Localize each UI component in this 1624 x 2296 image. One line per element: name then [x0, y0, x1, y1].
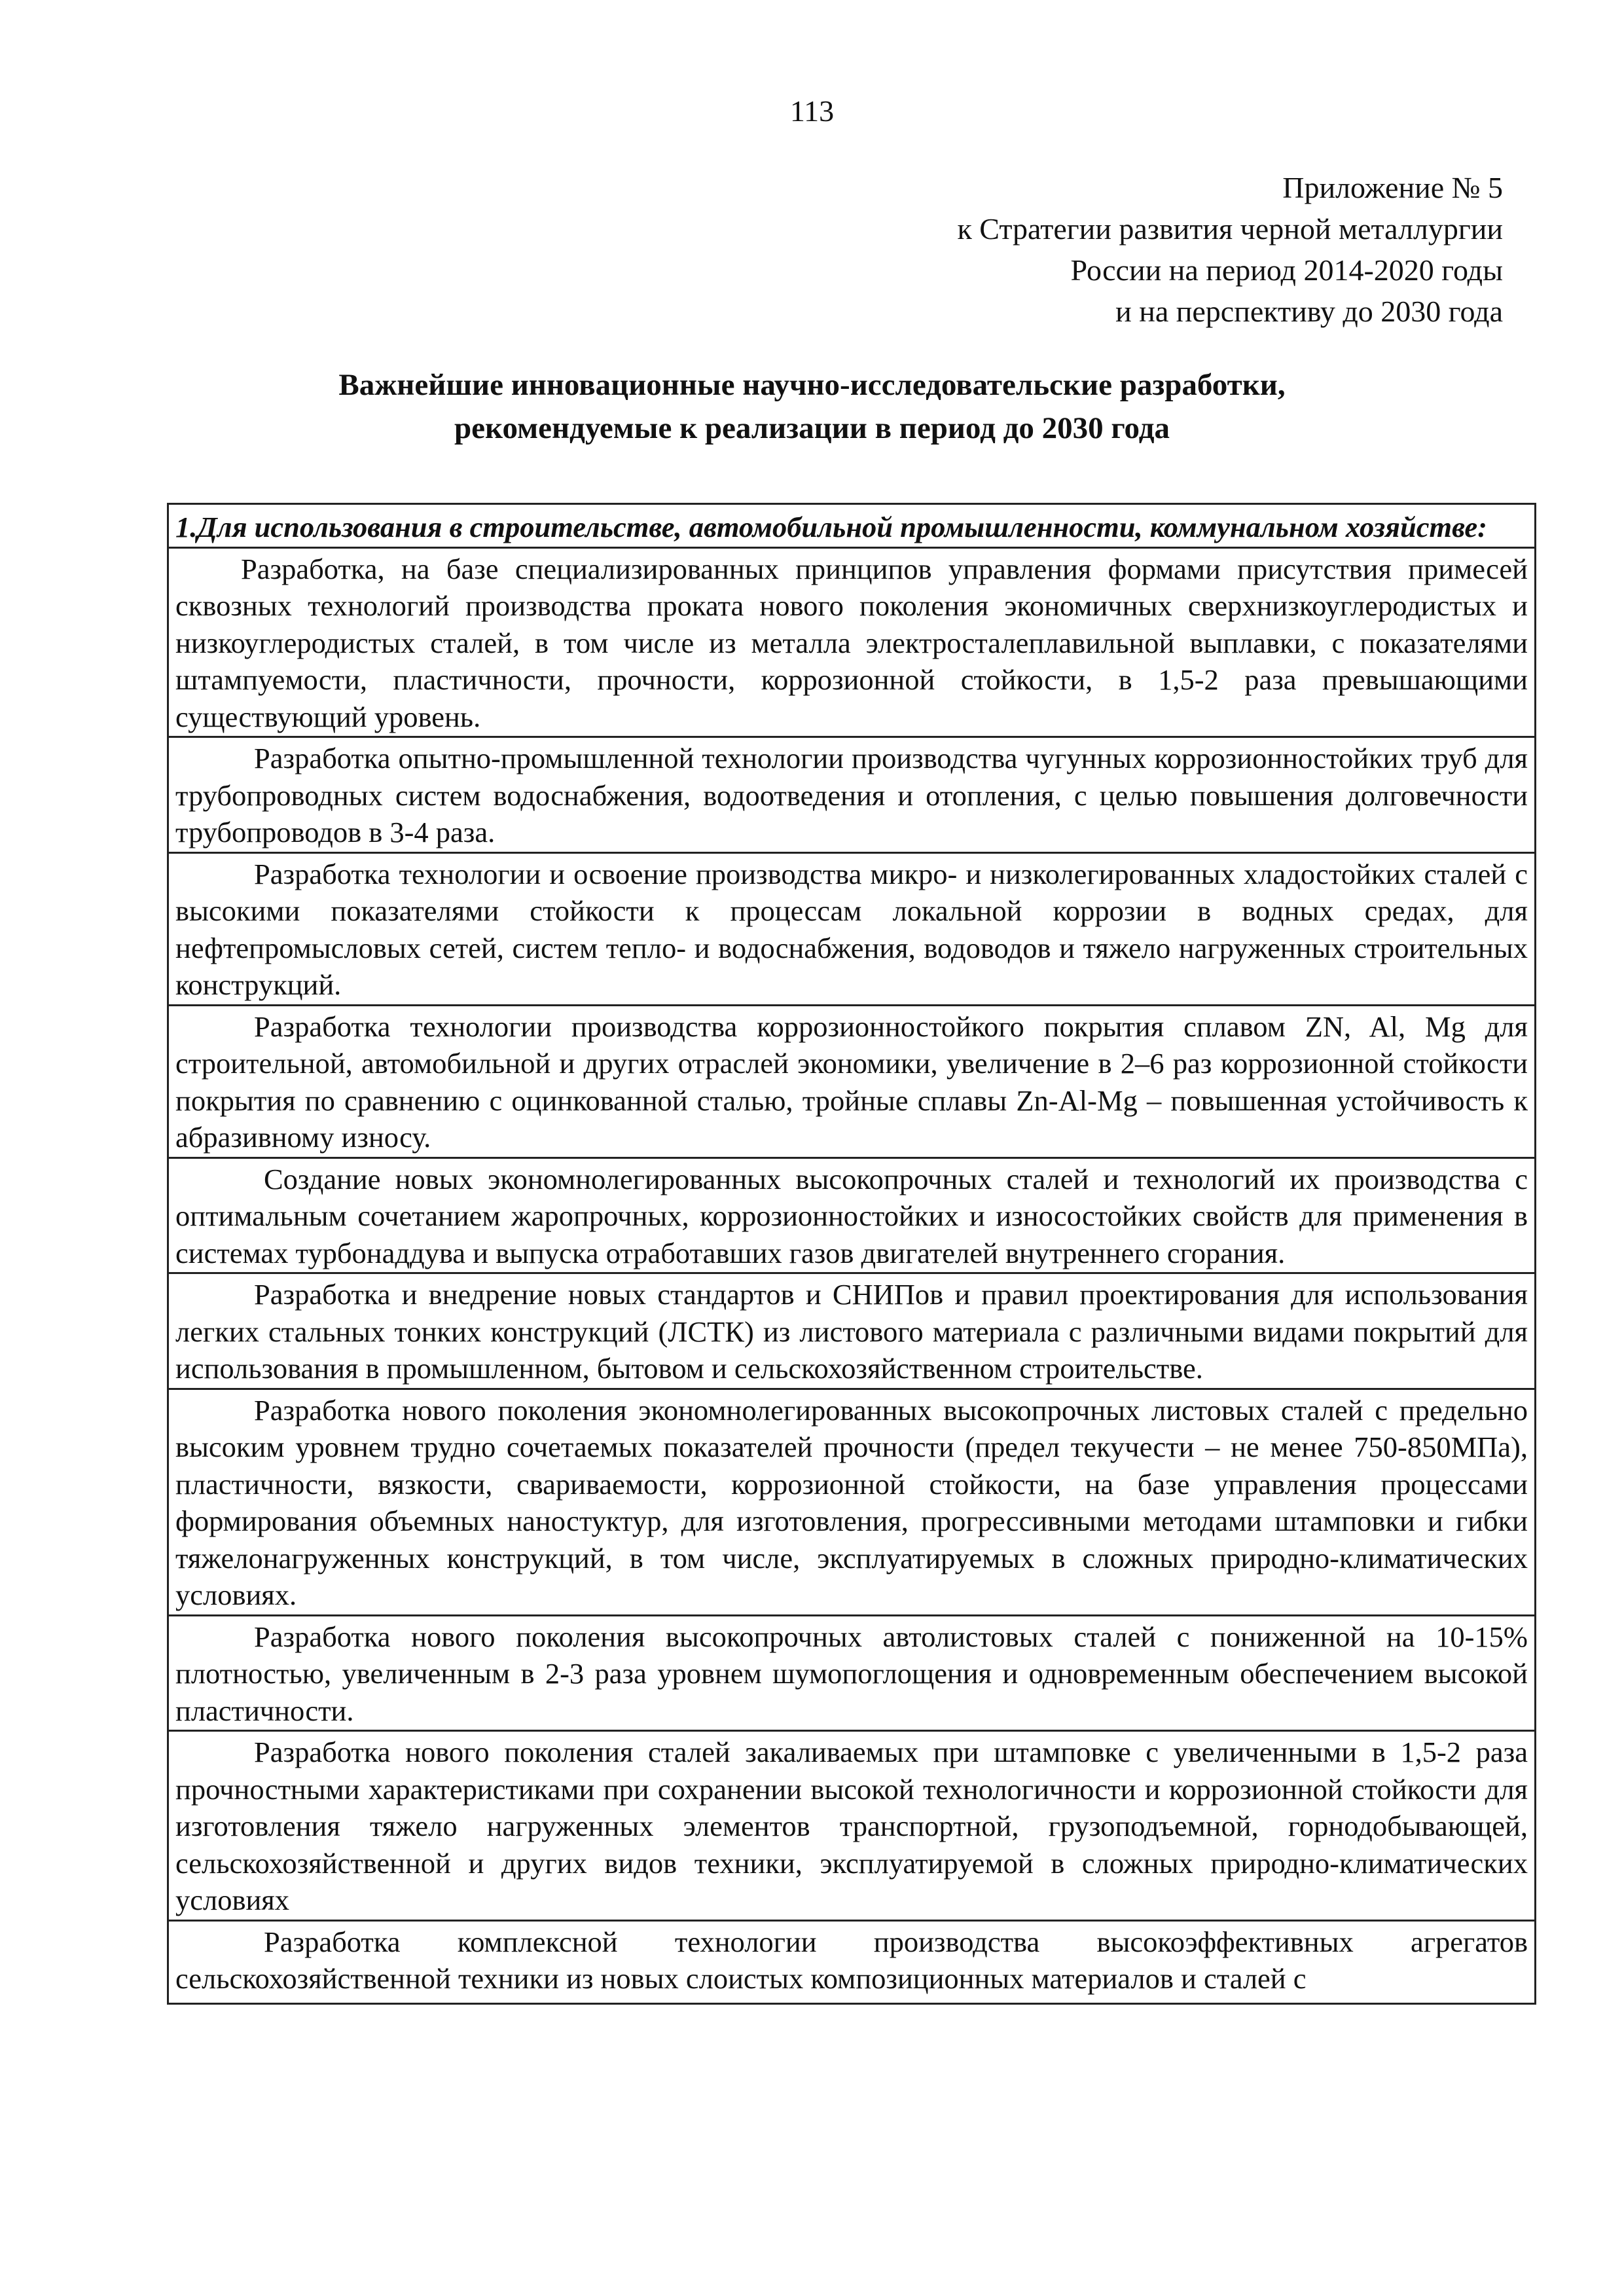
- table-row: [168, 1273, 1536, 1389]
- table-row: [168, 737, 1536, 853]
- development-item: Разработка технологии производства коррозионностойкого покрытия сплавом ZN, Al, Mg для строительной, автомобильной и других отраслей экономики, увеличение в 2–6 раз коррозионной стойкости покрытия по сравнению с оцинкованной сталью, тройные сплавы Zn-Al-Mg – повышенная устойчивость к абразивному износу.: [168, 1005, 1536, 1157]
- document-title: [0, 363, 1624, 450]
- title-line-1: Важнейшие инновационные научно-исследовательские разработки,: [338, 368, 1286, 402]
- table-row: [168, 1005, 1536, 1157]
- table-row: [168, 852, 1536, 1005]
- appendix-reference: [957, 167, 1503, 332]
- development-item: Разработка нового поколения сталей закаливаемых при штамповке с увеличенными в 1,5-2 раза прочностными характеристиками при сохранении высокой технологичности и коррозионной стойкости для изготовления тяжело нагруженных элементов транспортной, грузоподъемной, горнодобывающей, сельскохозяйственной и других видов техники, эксплуатируемой в сложных природно-климатических условиях: [168, 1731, 1536, 1921]
- table-row: [168, 1615, 1536, 1731]
- development-item: Разработка комплексной технологии производства высокоэффективных агрегатов сельскохозяйственной техники из новых слоистых композиционных материалов и сталей с: [168, 1920, 1536, 2003]
- development-item: Разработка нового поколения экономнолегированных высокопрочных листовых сталей с предельно высоким уровнем трудно сочетаемых показателей прочности (предел текучести – не менее 750-850МПа), пластичности, вязкости, свариваемости, коррозионной стойкости, на базе управления процессами формирования объемных наностуктур, для изготовления, прогрессивными методами штамповки и гибки тяжелонагруженных конструкций, в том числе, эксплуатируемых в сложных природно-климатических условиях.: [168, 1389, 1536, 1615]
- page-number: 113: [789, 94, 835, 128]
- development-item: Разработка, на базе специализированных принципов управления формами присутствия примесей сквозных технологий производства проката нового поколения экономичных сверхнизкоуглеродистых и низкоуглеродистых сталей, в том числе из металла электросталеплавильной выплавки, с показателями штампуемости, пластичности, прочности, коррозионной стойкости, в 1,5-2 раза превышающими существующий уровень.: [168, 547, 1536, 737]
- appendix-line-3: России на период 2014-2020 годы: [1070, 253, 1503, 287]
- table-row: [168, 504, 1536, 548]
- table-row: [168, 547, 1536, 737]
- section-heading: 1.Для использования в строительстве, автомобильной промышленности, коммунальном хозяйстве:: [168, 504, 1536, 548]
- appendix-line-4: и на перспективу до 2030 года: [1115, 295, 1503, 328]
- table-row: [168, 1920, 1536, 2003]
- table-row: [168, 1157, 1536, 1273]
- appendix-line-2: к Стратегии развития черной металлургии: [957, 212, 1503, 246]
- appendix-line-1: Приложение № 5: [1282, 171, 1503, 204]
- development-item: Разработка и внедрение новых стандартов и СНИПов и правил проектирования для использования легких стальных тонких конструкций (ЛСТК) из листового материала с различными видами покрытий для использования в промышленном, бытовом и сельскохозяйственном строительстве.: [168, 1273, 1536, 1389]
- table-row: [168, 1731, 1536, 1921]
- development-item: Разработка технологии и освоение производства микро- и низколегированных хладостойких сталей с высокими показателями стойкости к процессам локальной коррозии в водных средах, для нефтепромысловых сетей, систем тепло- и водоснабжения, водоводов и тяжело нагруженных строительных конструкций.: [168, 852, 1536, 1005]
- developments-table: [167, 503, 1536, 2005]
- title-line-2: рекомендуемые к реализации в период до 2030 года: [454, 411, 1170, 445]
- development-item: Разработка опытно-промышленной технологии производства чугунных коррозионностойких труб для трубопроводных систем водоснабжения, водоотведения и отопления, с целью повышения долговечности трубопроводов в 3-4 раза.: [168, 737, 1536, 853]
- development-item: Создание новых экономнолегированных высокопрочных сталей и технологий их производства с оптимальным сочетанием жаропрочных, коррозионностойких и износостойких свойств для применения в системах турбонаддува и выпуска отработавших газов двигателей внутреннего сгорания.: [168, 1157, 1536, 1273]
- development-item: Разработка нового поколения высокопрочных автолистовых сталей с пониженной на 10-15% плотностью, увеличенным в 2-3 раза уровнем шумопоглощения и одновременным обеспечением высокой пластичности.: [168, 1615, 1536, 1731]
- table-row: [168, 1389, 1536, 1615]
